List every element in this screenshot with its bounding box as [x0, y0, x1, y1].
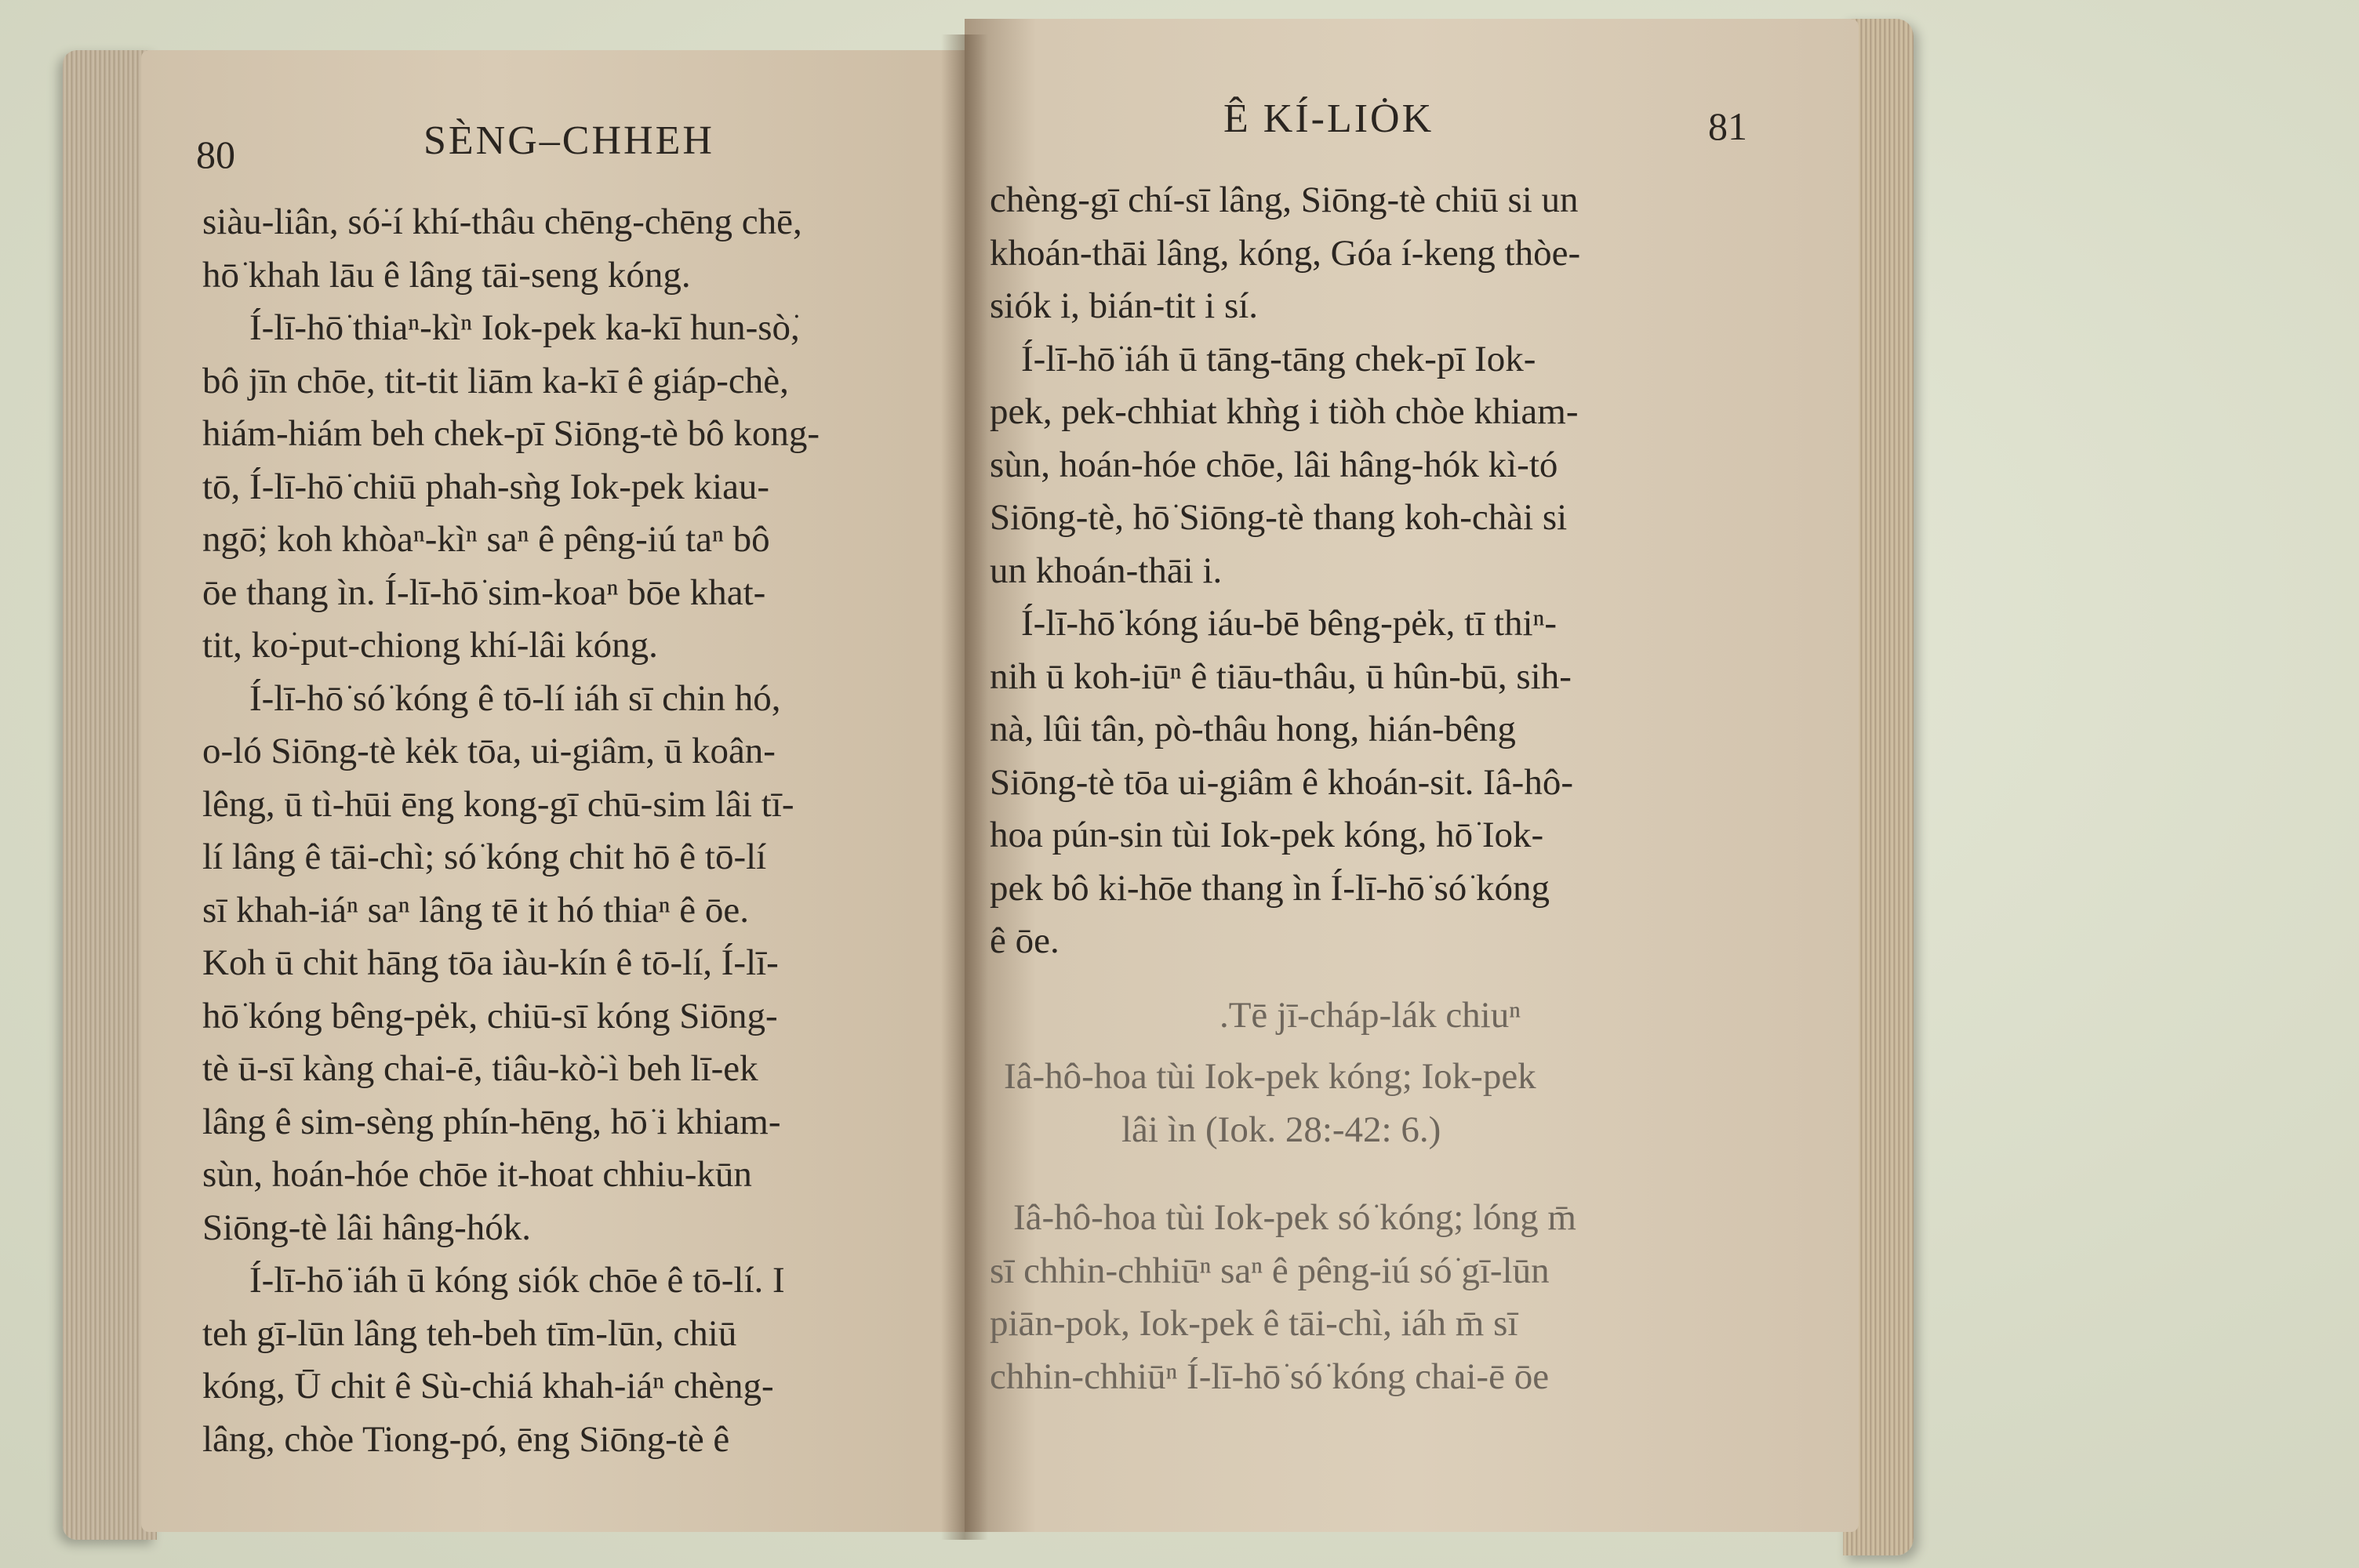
- text-line: Siōng-tè tōa ui-giâm ê khoán-sit. Iâ-hô-: [990, 761, 1573, 803]
- text-line: siók i, bián-tit i sí.: [990, 285, 1259, 326]
- chapter-summary: [1004, 1051, 1741, 1156]
- text-line: Í-lī-hō͘ só͘ kóng ê tō-lí iáh sī chin hó,: [249, 677, 781, 719]
- text-line: lêng, ū tì-hūi ēng kong-gī chū-sim lâi tī-: [202, 783, 794, 825]
- text-line: sī chhin-chhiūⁿ saⁿ ê pêng-iú só͘ gī-lūn: [990, 1250, 1550, 1291]
- text-line: kóng, Ū chit ê Sù-chiá khah-iáⁿ chèng-: [202, 1366, 774, 1406]
- text-line: o-ló Siōng-tè kėk tōa, ui-giâm, ū koân-: [202, 731, 776, 771]
- text-line: chhin-chhiūⁿ Í-lī-hō͘ só͘ kóng chai-ē ōe: [990, 1356, 1550, 1397]
- summary-line: Iâ-hô-hoa tùi Iok-pek kóng; Iok-pek: [1004, 1056, 1536, 1097]
- text-line: siàu-liân, só͘-í khí-thâu chēng-chēng chē,: [202, 201, 802, 242]
- text-line: hō͘ khah lāu ê lâng tāi-seng kóng.: [202, 254, 691, 296]
- text-line: piān-pok, Iok-pek ê tāi-chì, iáh m̄ sī: [990, 1303, 1518, 1344]
- right-page-body: [990, 174, 1750, 968]
- text-line: Siōng-tè, hō͘ Siōng-tè thang koh-chài si: [990, 497, 1568, 538]
- text-line: nà, lûi tân, pò-thâu hong, hián-bêng: [990, 709, 1516, 750]
- text-line: pek bô ki-hōe thang ìn Í-lī-hō͘ só͘ kóng: [990, 867, 1550, 909]
- left-page-number: 80: [196, 132, 235, 176]
- text-line: bô jīn chōe, tit-tit liām ka-kī ê giáp-chè,: [202, 360, 789, 401]
- text-line: pek, pek-chhiat khǹg i tiòh chòe khiam-: [990, 391, 1579, 432]
- text-line: khoán-thāi lâng, kóng, Góa í-keng thòe-: [990, 232, 1581, 274]
- text-line: hoa pún-sin tùi Iok-pek kóng, hō͘ Iok-: [990, 815, 1544, 855]
- text-line: Í-lī-hō͘ iáh ū kóng siók chōe ê tō-lí. I: [249, 1260, 785, 1301]
- text-line: ngō͘; koh khòaⁿ-kìⁿ saⁿ ê pêng-iú taⁿ bô: [202, 519, 770, 560]
- text-line: un khoán-thāi i.: [990, 550, 1223, 591]
- text-line: nih ū koh-iūⁿ ê tiāu-thâu, ū hûn-bū, sih-: [990, 655, 1572, 697]
- text-line: hō͘ kóng bêng-pėk, chiū-sī kóng Siōng-: [202, 995, 778, 1036]
- text-line: sī khah-iáⁿ saⁿ lâng tē it hó thiaⁿ ê ōe.: [202, 889, 749, 931]
- text-line: ōe thang ìn. Í-lī-hō͘ sim-koaⁿ bōe khat-: [202, 572, 766, 613]
- chapter-body: [990, 1192, 1750, 1403]
- text-line: tō, Í-lī-hō͘ chiū phah-sǹg Iok-pek kiau-: [202, 466, 770, 507]
- text-line: teh gī-lūn lâng teh-beh tīm-lūn, chiū: [202, 1312, 737, 1354]
- left-running-head: SÈNG–CHHEH: [423, 118, 714, 163]
- text-line: Siōng-tè lâi hâng-hók.: [202, 1207, 532, 1248]
- chapter-heading-block: [990, 989, 1750, 1043]
- text-line: tit, ko͘-put-chiong khí-lâi kóng.: [202, 625, 658, 666]
- text-line: Í-lī-hō͘ thiaⁿ-kìⁿ Iok-pek ka-kī hun-sò͘,: [249, 307, 800, 348]
- right-running-head: Ê KÍ-LIȮK: [1223, 96, 1434, 141]
- left-page-body: [202, 196, 955, 1466]
- chapter-heading: .Tē jī-cháp-lák chiuⁿ: [1219, 995, 1521, 1036]
- text-line: Í-lī-hō͘ iáh ū tāng-tāng chek-pī Iok-: [1021, 338, 1536, 379]
- text-line: lâng ê sim-sèng phín-hēng, hō͘ i khiam-: [202, 1101, 781, 1142]
- text-line: sùn, hoán-hóe chōe, lâi hâng-hók kì-tó: [990, 444, 1558, 485]
- text-line: Koh ū chit hāng tōa iàu-kín ê tō-lí, Í-lī-: [202, 942, 779, 983]
- text-line: lâng, chòe Tiong-pó, ēng Siōng-tè ê: [202, 1418, 730, 1460]
- text-line: ê ōe.: [990, 920, 1060, 961]
- text-line: Í-lī-hō͘ kóng iáu-bē bêng-pėk, tī thiⁿ-: [1021, 603, 1558, 644]
- summary-line: lâi ìn (Iok. 28:-42: 6.): [1121, 1109, 1441, 1150]
- text-line: chèng-gī chí-sī lâng, Siōng-tè chiū si un: [990, 180, 1579, 220]
- text-line: lí lâng ê tāi-chì; só͘ kóng chit hō ê tō-lí: [202, 837, 767, 877]
- text-line: sùn, hoán-hóe chōe it-hoat chhiu-kūn: [202, 1154, 752, 1195]
- right-page-number: 81: [1708, 104, 1747, 148]
- text-line: hiám-hiám beh chek-pī Siōng-tè bô kong-: [202, 413, 820, 454]
- text-line: tè ū-sī kàng chai-ē, tiâu-kò͘-ì beh lī-ek: [202, 1048, 758, 1089]
- text-line: Iâ-hô-hoa tùi Iok-pek só͘ kóng; lóng m̄: [1013, 1197, 1576, 1238]
